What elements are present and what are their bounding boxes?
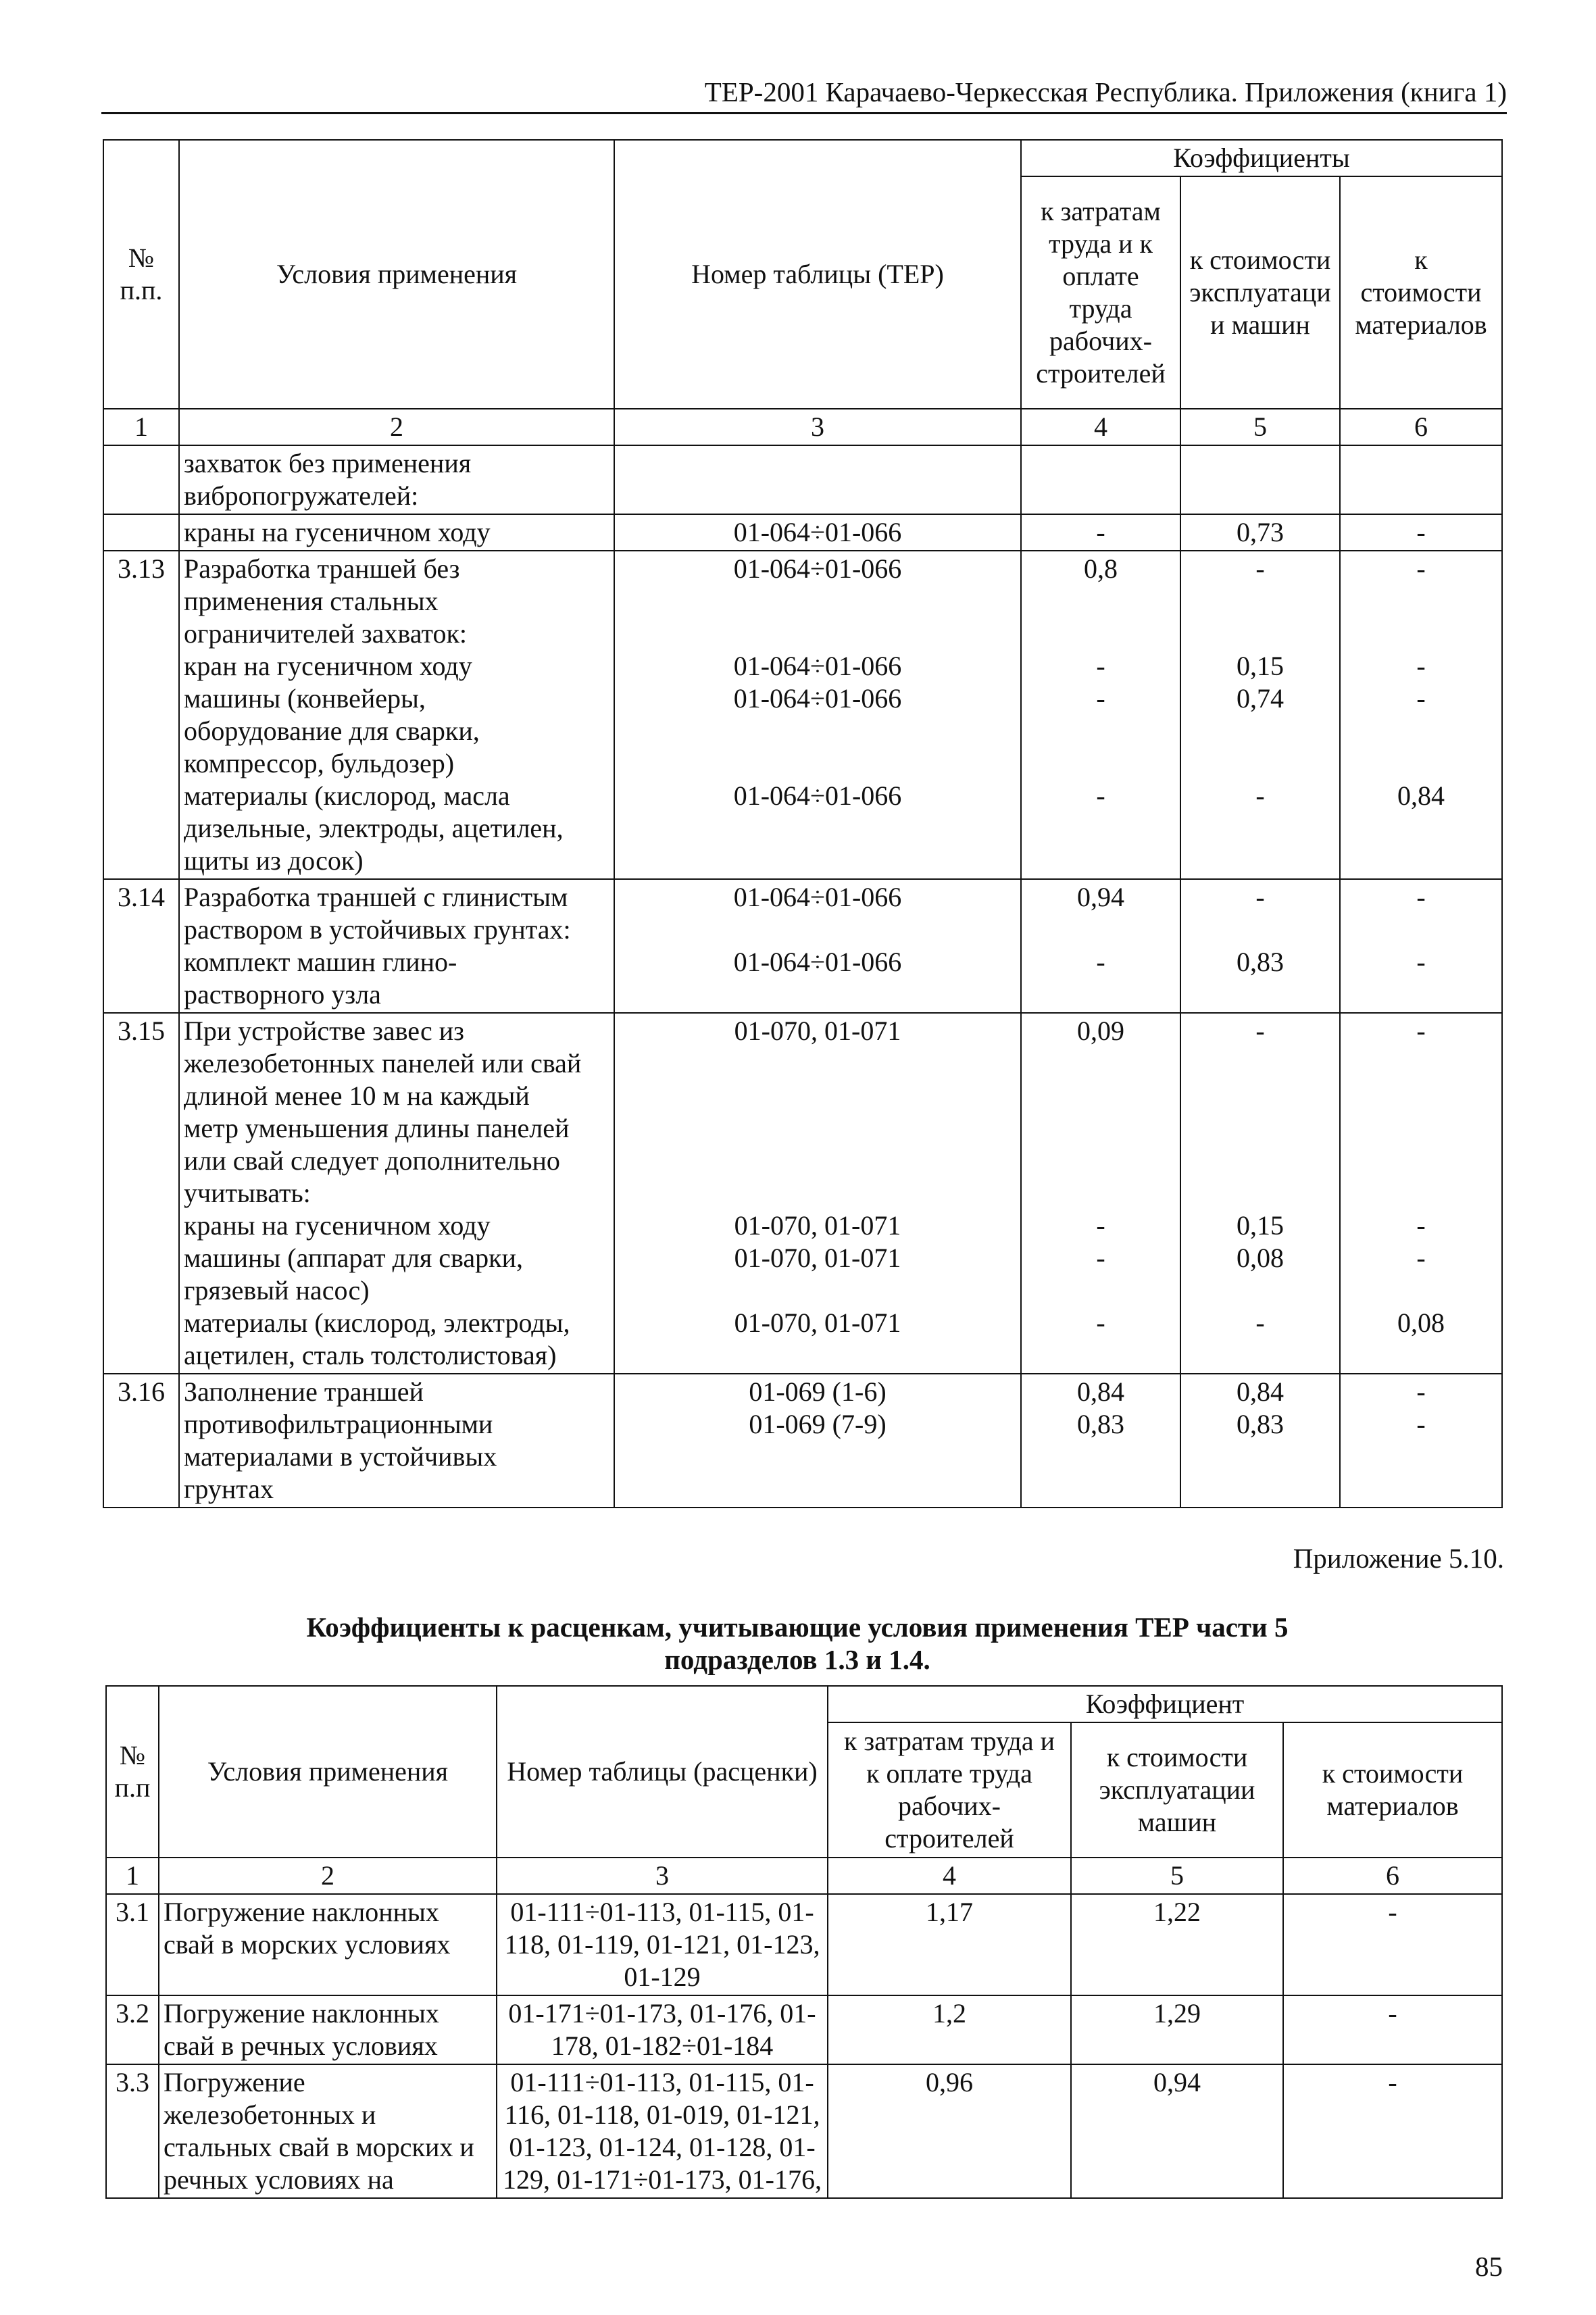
header-num: № п.п: [106, 1686, 159, 1858]
cell-conditions: Погружение наклонных свай в морских условиях: [159, 1894, 497, 1995]
cell-table-number: 01-064÷01-066 01-064÷01-066: [614, 879, 1021, 1013]
cell-machines-coefficient: 0,73: [1180, 514, 1340, 551]
page-number: 85: [1475, 2251, 1503, 2282]
cell-table-number: 01-064÷01-066 01-064÷01-066 01-064÷01-066 01-064÷01-066: [614, 551, 1021, 879]
table2-title: Коэффициенты к расценкам, учитывающие условия применения ТЕР части 5 подразделов 1.3 и 1.4.: [306, 1612, 1289, 1675]
cell-number: 3.1: [106, 1894, 159, 1995]
col-number: 2: [179, 409, 614, 445]
header-materials-coefficient: к стоимости материалов: [1340, 176, 1502, 409]
cell-machines-coefficient: 1,29: [1071, 1995, 1283, 2064]
col-number: 5: [1071, 1858, 1283, 1894]
cell-materials-coefficient: -: [1283, 1894, 1502, 1995]
table-row: [106, 2064, 1502, 2198]
cell-number: [103, 514, 179, 551]
table-row: [103, 551, 1502, 879]
cell-number: [103, 445, 179, 514]
cell-machines-coefficient: - 0,15 0,08 -: [1180, 1013, 1340, 1374]
col-number: 6: [1283, 1858, 1502, 1894]
header-conditions: Условия применения: [159, 1686, 497, 1858]
cell-materials-coefficient: - -: [1340, 1374, 1502, 1508]
cell-labor-coefficient: 1,2: [828, 1995, 1071, 2064]
cell-machines-coefficient: 1,22: [1071, 1894, 1283, 1995]
cell-labor-coefficient: 0,96: [828, 2064, 1071, 2198]
cell-materials-coefficient: - - - 0,84: [1340, 551, 1502, 879]
table1-body: [103, 445, 1502, 1508]
cell-materials-coefficient: -: [1283, 1995, 1502, 2064]
table-row: [103, 1374, 1502, 1508]
cell-labor-coefficient: 0,8 - - -: [1021, 551, 1180, 879]
cell-number: 3.3: [106, 2064, 159, 2198]
cell-labor-coefficient: [1021, 445, 1180, 514]
table1-header: [103, 140, 1502, 445]
header-coefficients-group: Коэффициенты: [1021, 140, 1502, 176]
coefficients-table-2: [105, 1685, 1503, 2199]
column-numbers-row: [106, 1858, 1502, 1894]
cell-labor-coefficient: 0,94 -: [1021, 879, 1180, 1013]
cell-machines-coefficient: 0,84 0,83: [1180, 1374, 1340, 1508]
table-row: [103, 514, 1502, 551]
header-divider: [101, 112, 1507, 114]
cell-machines-coefficient: - 0,83: [1180, 879, 1340, 1013]
cell-conditions: При устройстве завес из железобетонных панелей или свай длиной менее 10 м на каждый метр уменьшения длины панелей или свай следует дополнительно учитывать: краны на гусеничном ходу машины (аппарат для сварки, грязевый насос) материалы (кислород, электроды, ацетилен, сталь толстолистовая): [179, 1013, 614, 1374]
col-number: 3: [614, 409, 1021, 445]
table-row: [103, 879, 1502, 1013]
cell-materials-coefficient: -: [1340, 514, 1502, 551]
header-table-number: Номер таблицы (расценки): [497, 1686, 828, 1858]
cell-number: 3.16: [103, 1374, 179, 1508]
cell-table-number: 01-069 (1-6) 01-069 (7-9): [614, 1374, 1021, 1508]
table-row: [103, 445, 1502, 514]
header-materials-coefficient: к стоимости материалов: [1283, 1722, 1502, 1858]
header-machines-coefficient: к стоимости эксплуатации машин: [1071, 1722, 1283, 1858]
cell-table-number: 01-064÷01-066: [614, 514, 1021, 551]
header-labor-coefficient: к затратам труда и к оплате труда рабочих- строителей: [828, 1722, 1071, 1858]
cell-materials-coefficient: -: [1283, 2064, 1502, 2198]
col-number: 5: [1180, 409, 1340, 445]
table2-header: [106, 1686, 1502, 1894]
header-labor-coefficient: к затратам труда и к оплате труда рабочих- строителей: [1021, 176, 1180, 409]
header-table-number: Номер таблицы (ТЕР): [614, 140, 1021, 409]
cell-number: 3.15: [103, 1013, 179, 1374]
cell-machines-coefficient: 0,94: [1071, 2064, 1283, 2198]
table-row: [106, 1894, 1502, 1995]
col-number: 1: [103, 409, 179, 445]
coefficients-table-1: [103, 139, 1503, 1508]
cell-labor-coefficient: 1,17: [828, 1894, 1071, 1995]
col-number: 4: [1021, 409, 1180, 445]
cell-table-number: 01-171÷01-173, 01-176, 01- 178, 01-182÷01-184: [497, 1995, 828, 2064]
cell-labor-coefficient: -: [1021, 514, 1180, 551]
table-row: [103, 1013, 1502, 1374]
cell-labor-coefficient: 0,84 0,83: [1021, 1374, 1180, 1508]
col-number: 1: [106, 1858, 159, 1894]
cell-materials-coefficient: - - - 0,08: [1340, 1013, 1502, 1374]
cell-conditions: Разработка траншей без применения стальных ограничителей захваток: кран на гусеничном ходу машины (конвейеры, оборудование для сварки, компрессор, бульдозер) материалы (кислород, масла дизельные, электроды, ацетилен, щиты из досок): [179, 551, 614, 879]
cell-table-number: 01-111÷01-113, 01-115, 01- 118, 01-119, 01-121, 01-123, 01-129: [497, 1894, 828, 1995]
page-header-title: ТЕР-2001 Карачаево-Черкесская Республика. Приложения (книга 1): [704, 76, 1507, 107]
cell-table-number: [614, 445, 1021, 514]
cell-machines-coefficient: [1180, 445, 1340, 514]
cell-labor-coefficient: 0,09 - - -: [1021, 1013, 1180, 1374]
table-row: [106, 1995, 1502, 2064]
col-number: 3: [497, 1858, 828, 1894]
header-num: № п.п.: [103, 140, 179, 409]
cell-conditions: Погружение железобетонных и стальных свай в морских и речных условиях на: [159, 2064, 497, 2198]
cell-machines-coefficient: - 0,15 0,74 -: [1180, 551, 1340, 879]
header-conditions: Условия применения: [179, 140, 614, 409]
header-coefficient-group: Коэффициент: [828, 1686, 1502, 1722]
cell-conditions: Заполнение траншей противофильтрационными материалами в устойчивых грунтах: [179, 1374, 614, 1508]
cell-materials-coefficient: [1340, 445, 1502, 514]
col-number: 6: [1340, 409, 1502, 445]
cell-number: 3.13: [103, 551, 179, 879]
cell-materials-coefficient: - -: [1340, 879, 1502, 1013]
col-number: 2: [159, 1858, 497, 1894]
header-machines-coefficient: к стоимости эксплуатаци и машин: [1180, 176, 1340, 409]
cell-conditions: Погружение наклонных свай в речных условиях: [159, 1995, 497, 2064]
appendix-label: Приложение 5.10.: [1293, 1543, 1504, 1574]
cell-number: 3.2: [106, 1995, 159, 2064]
cell-table-number: 01-111÷01-113, 01-115, 01- 116, 01-118, 01-019, 01-121, 01-123, 01-124, 01-128, 01- 129, 01-171÷01-173, 01-176,: [497, 2064, 828, 2198]
cell-conditions: Разработка траншей с глинистым раствором в устойчивых грунтах: комплект машин глино- растворного узла: [179, 879, 614, 1013]
col-number: 4: [828, 1858, 1071, 1894]
cell-table-number: 01-070, 01-071 01-070, 01-071 01-070, 01-071 01-070, 01-071: [614, 1013, 1021, 1374]
column-numbers-row: [103, 409, 1502, 445]
cell-conditions: краны на гусеничном ходу: [179, 514, 614, 551]
cell-conditions: захваток без применения вибропогружателей:: [179, 445, 614, 514]
table2-body: [106, 1894, 1502, 2198]
cell-number: 3.14: [103, 879, 179, 1013]
